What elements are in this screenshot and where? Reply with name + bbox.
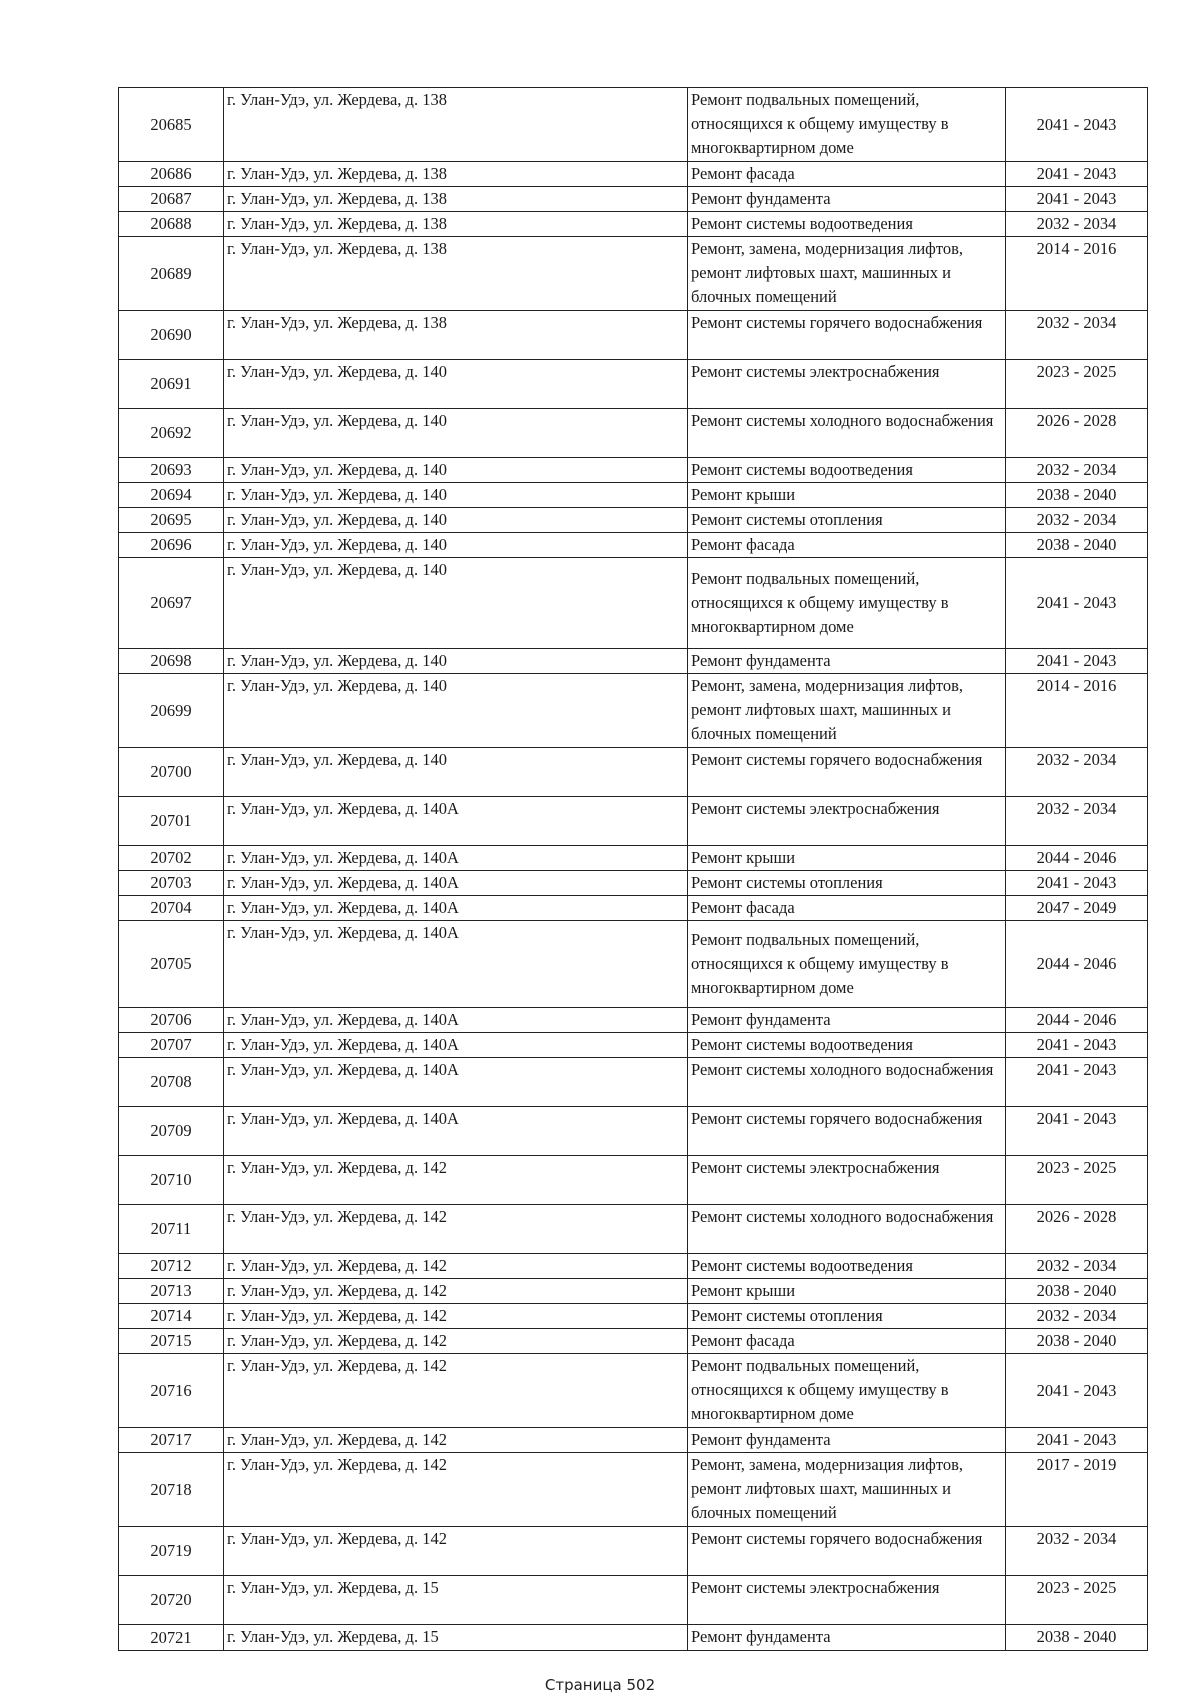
table-row <box>119 311 1148 360</box>
table-row <box>119 921 1148 1008</box>
row-period: 2032 - 2034 <box>1006 797 1148 846</box>
row-period: 2041 - 2043 <box>1006 649 1148 674</box>
table-row <box>119 1304 1148 1329</box>
row-work: Ремонт фасада <box>688 896 1006 921</box>
row-period: 2047 - 2049 <box>1006 896 1148 921</box>
row-address: г. Улан-Удэ, ул. Жердева, д. 140А <box>224 921 688 1008</box>
row-address: г. Улан-Удэ, ул. Жердева, д. 142 <box>224 1329 688 1354</box>
row-address: г. Улан-Удэ, ул. Жердева, д. 140 <box>224 533 688 558</box>
row-work: Ремонт, замена, модернизация лифтов, ремонт лифтовых шахт, машинных и блочных помещений <box>688 674 1006 748</box>
row-work: Ремонт системы водоотведения <box>688 212 1006 237</box>
row-period: 2026 - 2028 <box>1006 409 1148 458</box>
table-body <box>119 88 1148 1651</box>
table-row <box>119 1428 1148 1453</box>
table-row <box>119 212 1148 237</box>
row-id: 20702 <box>119 846 224 871</box>
row-id: 20716 <box>119 1354 224 1428</box>
row-work: Ремонт фасада <box>688 533 1006 558</box>
row-id: 20692 <box>119 409 224 458</box>
table-row <box>119 1329 1148 1354</box>
row-id: 20713 <box>119 1279 224 1304</box>
repair-schedule-table <box>118 87 1148 1651</box>
row-period: 2041 - 2043 <box>1006 162 1148 187</box>
table-row <box>119 1279 1148 1304</box>
row-address: г. Улан-Удэ, ул. Жердева, д. 138 <box>224 237 688 311</box>
table-row <box>119 187 1148 212</box>
row-id: 20691 <box>119 360 224 409</box>
row-address: г. Улан-Удэ, ул. Жердева, д. 142 <box>224 1304 688 1329</box>
row-work: Ремонт подвальных помещений, относящихся к общему имуществу в многоквартирном доме <box>688 558 1006 649</box>
row-id: 20720 <box>119 1576 224 1625</box>
table-row <box>119 508 1148 533</box>
row-work: Ремонт фундамента <box>688 1428 1006 1453</box>
row-work: Ремонт системы холодного водоснабжения <box>688 1205 1006 1254</box>
row-address: г. Улан-Удэ, ул. Жердева, д. 140А <box>224 1033 688 1058</box>
row-work: Ремонт, замена, модернизация лифтов, ремонт лифтовых шахт, машинных и блочных помещений <box>688 237 1006 311</box>
row-id: 20685 <box>119 88 224 162</box>
row-id: 20698 <box>119 649 224 674</box>
row-period: 2032 - 2034 <box>1006 1254 1148 1279</box>
row-period: 2041 - 2043 <box>1006 871 1148 896</box>
table-row <box>119 1033 1148 1058</box>
row-period: 2014 - 2016 <box>1006 674 1148 748</box>
page-number: Страница 502 <box>544 1676 656 1694</box>
row-period: 2041 - 2043 <box>1006 1033 1148 1058</box>
table-row <box>119 871 1148 896</box>
row-work: Ремонт системы горячего водоснабжения <box>688 1107 1006 1156</box>
row-address: г. Улан-Удэ, ул. Жердева, д. 138 <box>224 88 688 162</box>
table-row <box>119 1453 1148 1527</box>
row-period: 2023 - 2025 <box>1006 360 1148 409</box>
table-row <box>119 1156 1148 1205</box>
row-work: Ремонт системы электроснабжения <box>688 797 1006 846</box>
row-work: Ремонт фундамента <box>688 1625 1006 1651</box>
row-address: г. Улан-Удэ, ул. Жердева, д. 138 <box>224 187 688 212</box>
row-work: Ремонт, замена, модернизация лифтов, ремонт лифтовых шахт, машинных и блочных помещений <box>688 1453 1006 1527</box>
table-row <box>119 1008 1148 1033</box>
row-address: г. Улан-Удэ, ул. Жердева, д. 140 <box>224 649 688 674</box>
row-address: г. Улан-Удэ, ул. Жердева, д. 15 <box>224 1576 688 1625</box>
row-address: г. Улан-Удэ, ул. Жердева, д. 138 <box>224 212 688 237</box>
row-period: 2032 - 2034 <box>1006 1527 1148 1576</box>
row-address: г. Улан-Удэ, ул. Жердева, д. 140 <box>224 360 688 409</box>
row-address: г. Улан-Удэ, ул. Жердева, д. 142 <box>224 1354 688 1428</box>
row-id: 20708 <box>119 1058 224 1107</box>
table-row <box>119 1576 1148 1625</box>
table-row <box>119 846 1148 871</box>
row-period: 2023 - 2025 <box>1006 1576 1148 1625</box>
row-address: г. Улан-Удэ, ул. Жердева, д. 142 <box>224 1527 688 1576</box>
table-row <box>119 1354 1148 1428</box>
row-address: г. Улан-Удэ, ул. Жердева, д. 142 <box>224 1156 688 1205</box>
row-work: Ремонт подвальных помещений, относящихся к общему имуществу в многоквартирном доме <box>688 921 1006 1008</box>
table-row <box>119 533 1148 558</box>
row-id: 20711 <box>119 1205 224 1254</box>
row-id: 20705 <box>119 921 224 1008</box>
row-id: 20710 <box>119 1156 224 1205</box>
row-id: 20704 <box>119 896 224 921</box>
row-period: 2041 - 2043 <box>1006 187 1148 212</box>
row-period: 2032 - 2034 <box>1006 508 1148 533</box>
row-period: 2026 - 2028 <box>1006 1205 1148 1254</box>
row-id: 20687 <box>119 187 224 212</box>
row-work: Ремонт подвальных помещений, относящихся к общему имуществу в многоквартирном доме <box>688 1354 1006 1428</box>
row-address: г. Улан-Удэ, ул. Жердева, д. 140 <box>224 558 688 649</box>
row-work: Ремонт системы водоотведения <box>688 1254 1006 1279</box>
row-work: Ремонт фасада <box>688 1329 1006 1354</box>
row-id: 20703 <box>119 871 224 896</box>
row-period: 2041 - 2043 <box>1006 558 1148 649</box>
row-address: г. Улан-Удэ, ул. Жердева, д. 140А <box>224 871 688 896</box>
row-period: 2032 - 2034 <box>1006 748 1148 797</box>
row-work: Ремонт системы горячего водоснабжения <box>688 1527 1006 1576</box>
row-period: 2032 - 2034 <box>1006 311 1148 360</box>
row-address: г. Улан-Удэ, ул. Жердева, д. 140А <box>224 896 688 921</box>
row-id: 20718 <box>119 1453 224 1527</box>
row-address: г. Улан-Удэ, ул. Жердева, д. 142 <box>224 1254 688 1279</box>
row-address: г. Улан-Удэ, ул. Жердева, д. 140А <box>224 797 688 846</box>
row-period: 2032 - 2034 <box>1006 458 1148 483</box>
row-address: г. Улан-Удэ, ул. Жердева, д. 140 <box>224 748 688 797</box>
row-work: Ремонт системы электроснабжения <box>688 360 1006 409</box>
row-work: Ремонт системы электроснабжения <box>688 1576 1006 1625</box>
row-work: Ремонт системы горячего водоснабжения <box>688 748 1006 797</box>
row-address: г. Улан-Удэ, ул. Жердева, д. 142 <box>224 1453 688 1527</box>
row-work: Ремонт подвальных помещений, относящихся к общему имуществу в многоквартирном доме <box>688 88 1006 162</box>
row-id: 20694 <box>119 483 224 508</box>
row-id: 20695 <box>119 508 224 533</box>
row-id: 20701 <box>119 797 224 846</box>
row-period: 2041 - 2043 <box>1006 1107 1148 1156</box>
row-period: 2044 - 2046 <box>1006 846 1148 871</box>
table-row <box>119 558 1148 649</box>
row-address: г. Улан-Удэ, ул. Жердева, д. 138 <box>224 311 688 360</box>
row-id: 20688 <box>119 212 224 237</box>
row-address: г. Улан-Удэ, ул. Жердева, д. 138 <box>224 162 688 187</box>
table-row <box>119 797 1148 846</box>
row-period: 2017 - 2019 <box>1006 1453 1148 1527</box>
row-work: Ремонт системы электроснабжения <box>688 1156 1006 1205</box>
row-id: 20697 <box>119 558 224 649</box>
row-period: 2044 - 2046 <box>1006 1008 1148 1033</box>
row-period: 2041 - 2043 <box>1006 88 1148 162</box>
row-address: г. Улан-Удэ, ул. Жердева, д. 15 <box>224 1625 688 1651</box>
row-period: 2038 - 2040 <box>1006 1329 1148 1354</box>
row-id: 20689 <box>119 237 224 311</box>
table-row <box>119 1205 1148 1254</box>
table-row <box>119 1625 1148 1651</box>
row-address: г. Улан-Удэ, ул. Жердева, д. 140А <box>224 846 688 871</box>
table-row <box>119 649 1148 674</box>
row-period: 2038 - 2040 <box>1006 533 1148 558</box>
row-address: г. Улан-Удэ, ул. Жердева, д. 142 <box>224 1428 688 1453</box>
row-address: г. Улан-Удэ, ул. Жердева, д. 142 <box>224 1279 688 1304</box>
row-id: 20690 <box>119 311 224 360</box>
row-address: г. Улан-Удэ, ул. Жердева, д. 140А <box>224 1107 688 1156</box>
row-id: 20717 <box>119 1428 224 1453</box>
row-work: Ремонт фундамента <box>688 649 1006 674</box>
table-row <box>119 1254 1148 1279</box>
row-work: Ремонт системы холодного водоснабжения <box>688 409 1006 458</box>
row-id: 20686 <box>119 162 224 187</box>
row-period: 2023 - 2025 <box>1006 1156 1148 1205</box>
row-id: 20707 <box>119 1033 224 1058</box>
row-period: 2038 - 2040 <box>1006 483 1148 508</box>
table-row <box>119 162 1148 187</box>
row-period: 2014 - 2016 <box>1006 237 1148 311</box>
row-work: Ремонт системы горячего водоснабжения <box>688 311 1006 360</box>
row-period: 2038 - 2040 <box>1006 1625 1148 1651</box>
row-id: 20714 <box>119 1304 224 1329</box>
table-row <box>119 1107 1148 1156</box>
row-id: 20709 <box>119 1107 224 1156</box>
row-id: 20696 <box>119 533 224 558</box>
row-address: г. Улан-Удэ, ул. Жердева, д. 140 <box>224 674 688 748</box>
row-period: 2038 - 2040 <box>1006 1279 1148 1304</box>
row-work: Ремонт крыши <box>688 1279 1006 1304</box>
row-period: 2032 - 2034 <box>1006 212 1148 237</box>
row-work: Ремонт фундамента <box>688 1008 1006 1033</box>
row-address: г. Улан-Удэ, ул. Жердева, д. 140А <box>224 1008 688 1033</box>
table-row <box>119 1527 1148 1576</box>
row-period: 2041 - 2043 <box>1006 1354 1148 1428</box>
row-period: 2041 - 2043 <box>1006 1428 1148 1453</box>
table-row <box>119 360 1148 409</box>
row-period: 2041 - 2043 <box>1006 1058 1148 1107</box>
row-period: 2044 - 2046 <box>1006 921 1148 1008</box>
row-period: 2032 - 2034 <box>1006 1304 1148 1329</box>
row-address: г. Улан-Удэ, ул. Жердева, д. 140 <box>224 508 688 533</box>
row-address: г. Улан-Удэ, ул. Жердева, д. 140А <box>224 1058 688 1107</box>
row-work: Ремонт крыши <box>688 846 1006 871</box>
table-row <box>119 748 1148 797</box>
row-id: 20721 <box>119 1625 224 1651</box>
table-row <box>119 409 1148 458</box>
row-id: 20693 <box>119 458 224 483</box>
table-row <box>119 483 1148 508</box>
row-id: 20706 <box>119 1008 224 1033</box>
row-work: Ремонт системы водоотведения <box>688 1033 1006 1058</box>
table-row <box>119 674 1148 748</box>
table-row <box>119 458 1148 483</box>
row-work: Ремонт фундамента <box>688 187 1006 212</box>
row-id: 20699 <box>119 674 224 748</box>
table-row <box>119 237 1148 311</box>
row-address: г. Улан-Удэ, ул. Жердева, д. 142 <box>224 1205 688 1254</box>
row-work: Ремонт системы отопления <box>688 508 1006 533</box>
row-work: Ремонт крыши <box>688 483 1006 508</box>
row-address: г. Улан-Удэ, ул. Жердева, д. 140 <box>224 458 688 483</box>
row-work: Ремонт системы водоотведения <box>688 458 1006 483</box>
table-row <box>119 896 1148 921</box>
row-address: г. Улан-Удэ, ул. Жердева, д. 140 <box>224 483 688 508</box>
row-work: Ремонт системы отопления <box>688 871 1006 896</box>
table-row <box>119 1058 1148 1107</box>
row-id: 20715 <box>119 1329 224 1354</box>
table-row <box>119 88 1148 162</box>
row-work: Ремонт фасада <box>688 162 1006 187</box>
row-id: 20700 <box>119 748 224 797</box>
row-work: Ремонт системы отопления <box>688 1304 1006 1329</box>
row-id: 20712 <box>119 1254 224 1279</box>
row-id: 20719 <box>119 1527 224 1576</box>
row-work: Ремонт системы холодного водоснабжения <box>688 1058 1006 1107</box>
row-address: г. Улан-Удэ, ул. Жердева, д. 140 <box>224 409 688 458</box>
